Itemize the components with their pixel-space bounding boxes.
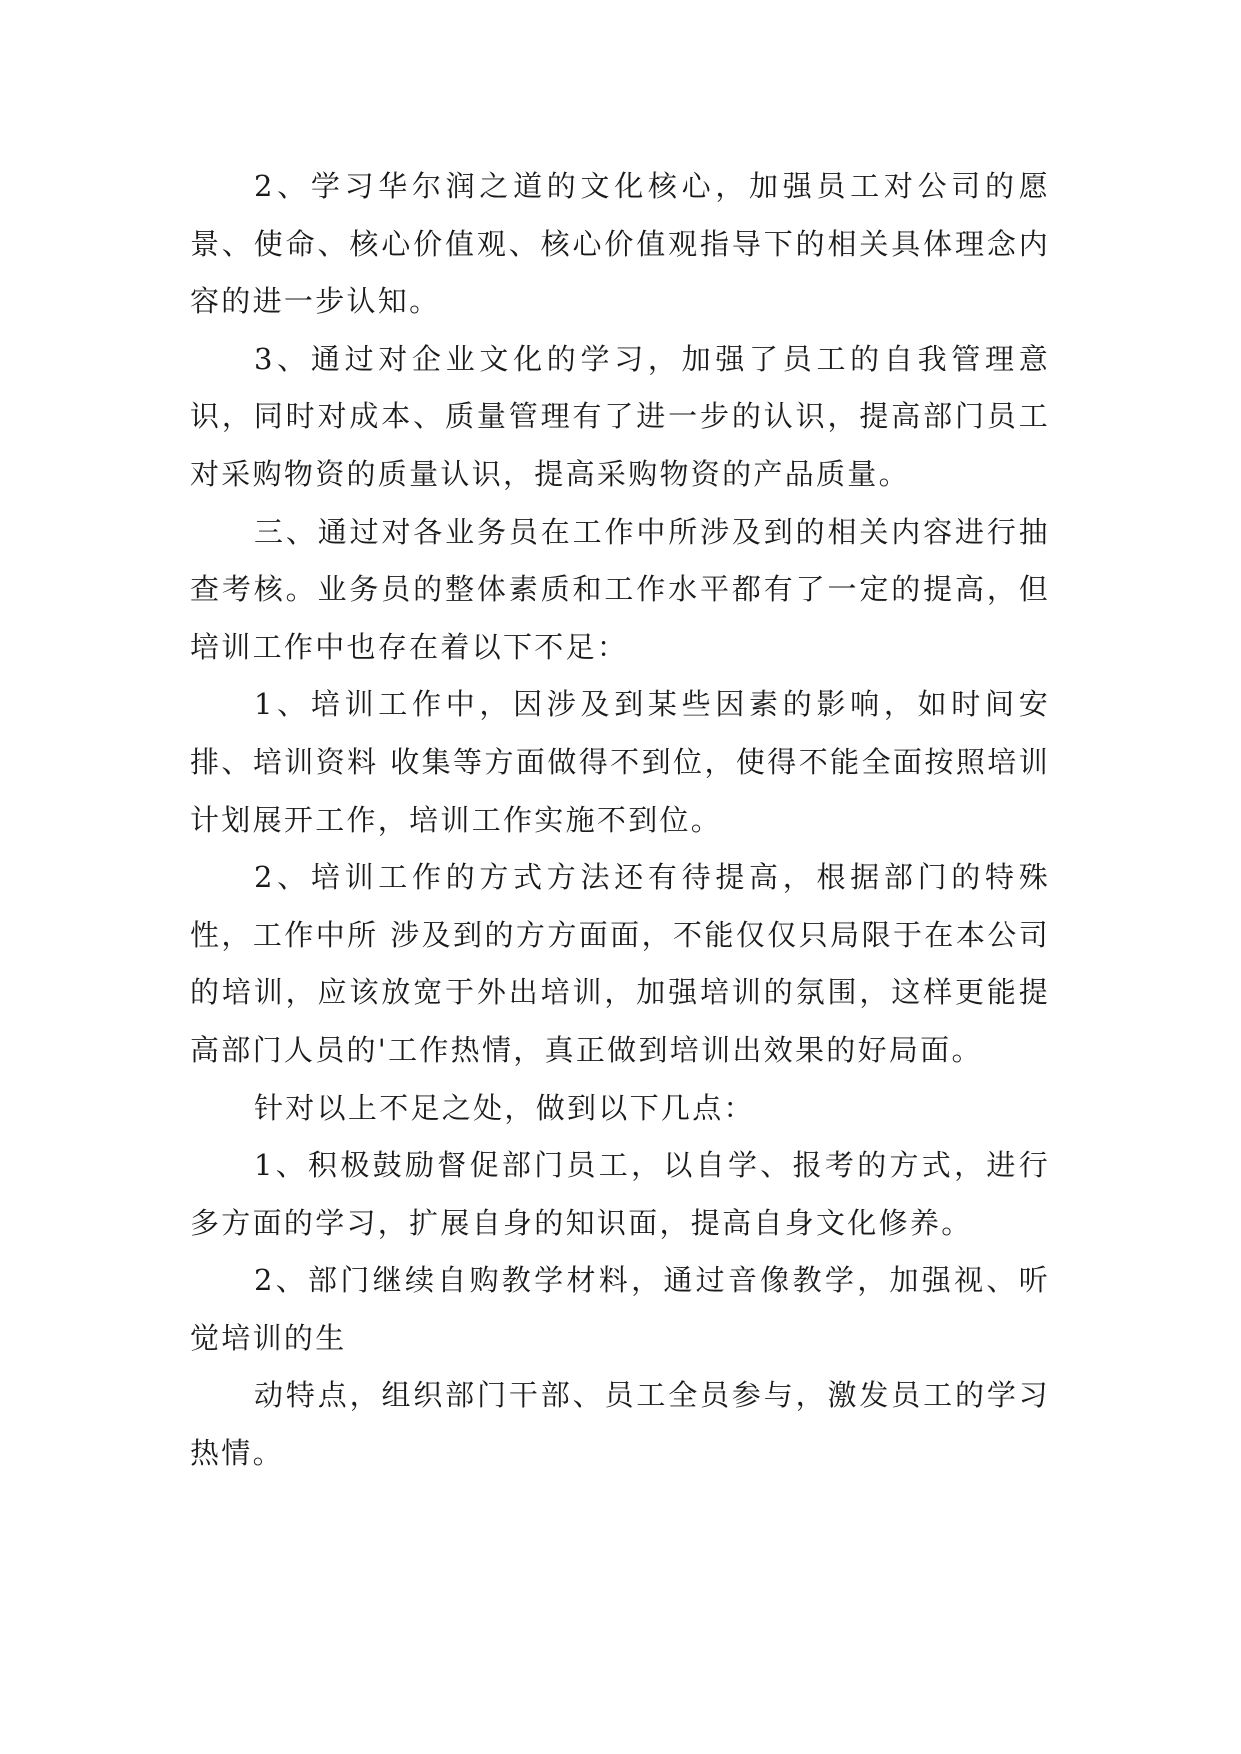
paragraph-shortcoming-1: 1、培训工作中，因涉及到某些因素的影响，如时间安排、培训资料 收集等方面做得不到位，使得不能全面按照培训计划展开工作，培训工作实施不到位。	[190, 687, 1050, 837]
paragraph-measure-2-continued: 动特点，组织部门干部、员工全员参与，激发员工的学习热情。	[190, 1378, 1050, 1471]
paragraph-measures-intro: 针对以上不足之处，做到以下几点：	[254, 1090, 755, 1125]
paragraph-culture-core: 2、学习华尔润之道的文化核心，加强员工对公司的愿景、使命、核心价值观、核心价值观指导下的相关具体理念内容的进一步认知。	[190, 169, 1050, 319]
paragraph-measure-1: 1、积极鼓励督促部门员工，以自学、报考的方式，进行多方面的学习，扩展自身的知识面，提高自身文化修养。	[190, 1148, 1050, 1240]
paragraph-assessment: 三、通过对各业务员在工作中所涉及到的相关内容进行抽查考核。业务员的整体素质和工作水平都有了一定的提高，但培训工作中也存在着以下不足：	[190, 514, 1050, 664]
paragraph-self-management: 3、通过对企业文化的学习，加强了员工的自我管理意识，同时对成本、质量管理有了进一步的认识，提高部门员工对采购物资的质量认识，提高采购物资的产品质量。	[190, 341, 1050, 491]
document-body	[190, 158, 1050, 1483]
paragraph-shortcoming-2: 2、培训工作的方式方法还有待提高，根据部门的特殊性，工作中所 涉及到的方方面面，不能仅仅只局限于在本公司的培训，应该放宽于外出培训，加强培训的氛围，这样更能提高部门人员的'工作热情，真正做到培训出效果的好局面。	[190, 860, 1050, 1067]
paragraph-measure-2: 2、部门继续自购教学材料，通过音像教学，加强视、听觉培训的生	[190, 1263, 1050, 1355]
